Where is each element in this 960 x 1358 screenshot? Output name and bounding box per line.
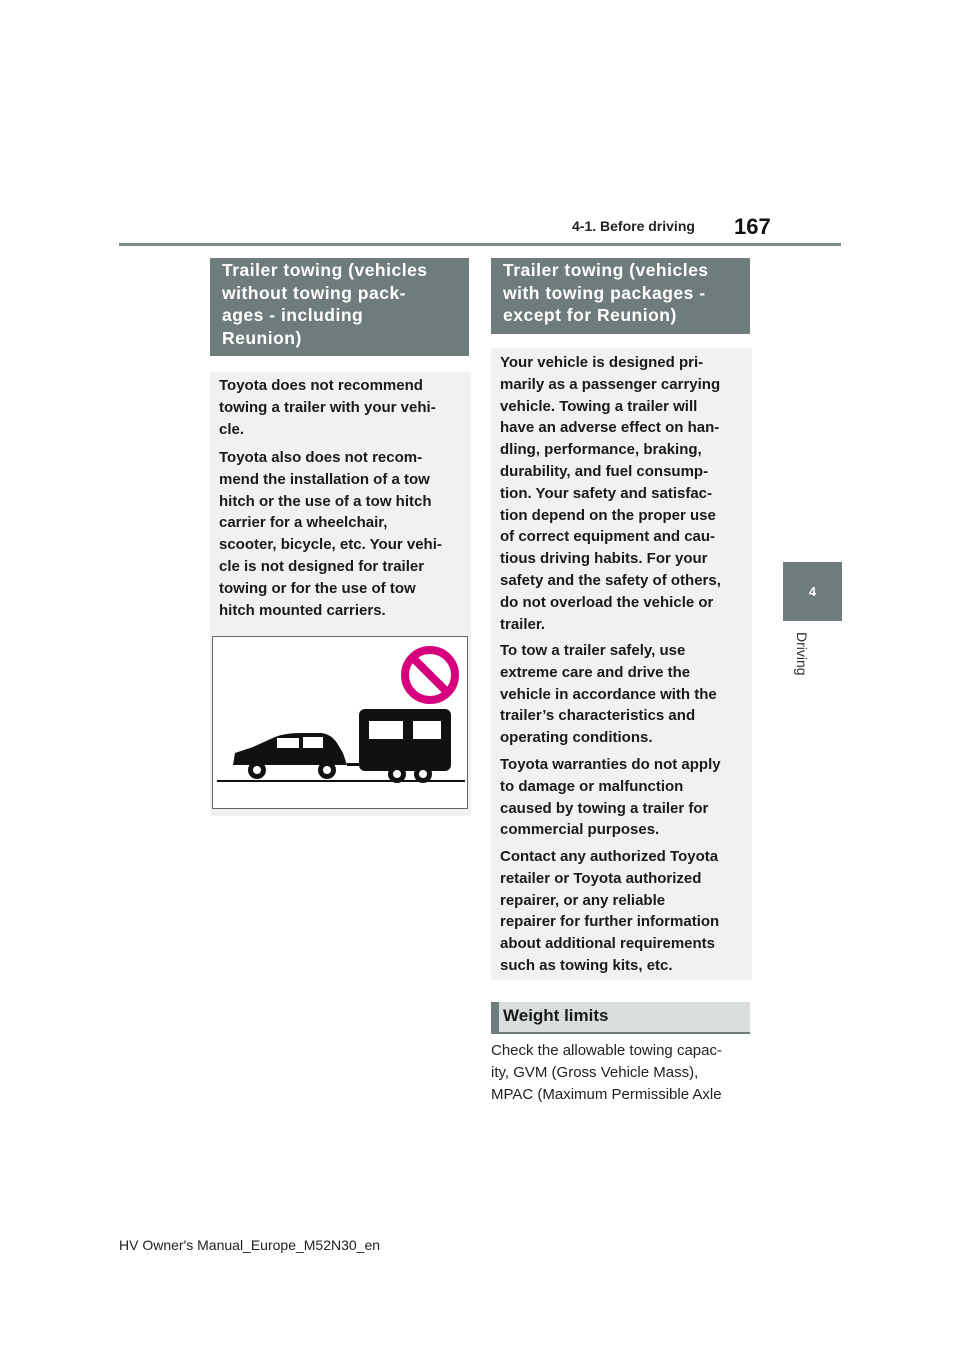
text-line: mend the installation of a tow — [219, 470, 430, 488]
heading-line: with towing packages - — [503, 282, 706, 303]
text-line: towing a trailer with your vehi- — [219, 398, 436, 416]
right-paragraph-1 — [500, 352, 721, 635]
text-line: tious driving habits. For your — [500, 550, 708, 568]
text-line: To tow a trailer safely, use — [500, 642, 686, 659]
left-paragraph-2 — [219, 447, 442, 621]
text-line: safety and the safety of others, — [500, 571, 721, 589]
text-line: to damage or malfunction — [500, 777, 684, 795]
text-line: caused by towing a trailer for — [500, 799, 709, 817]
heading-line: ages - including — [222, 305, 364, 325]
text-line: Your vehicle is designed pri- — [500, 354, 704, 371]
weight-limits-heading: Weight limits — [491, 1002, 750, 1034]
prohibited-towing-icon — [213, 637, 467, 808]
left-section-heading — [210, 258, 469, 356]
section-label: 4-1. Before driving — [572, 218, 695, 234]
text-line: operating conditions. — [500, 729, 653, 747]
chapter-label: Driving — [794, 632, 810, 676]
weight-limits-text — [491, 1040, 722, 1105]
heading-line: Trailer towing (vehicles — [503, 260, 709, 280]
right-section-heading — [491, 258, 750, 334]
text-line: repairer, or any reliable — [500, 891, 666, 909]
heading-line: without towing pack- — [222, 282, 407, 303]
text-line: trailer’s characteristics and — [500, 707, 696, 725]
right-paragraph-3 — [500, 754, 721, 841]
right-paragraph-4 — [500, 846, 719, 977]
text-line: Check the allowable towing capac- — [491, 1042, 722, 1059]
text-line: vehicle in accordance with the — [500, 685, 717, 703]
text-line: commercial purposes. — [500, 821, 660, 839]
text-line: Toyota warranties do not apply — [500, 756, 721, 773]
heading-line: Reunion) — [222, 327, 302, 348]
footer-manual-name: HV Owner's Manual_Europe_M52N30_en — [119, 1237, 381, 1253]
text-line: hitch or the use of a tow hitch — [219, 492, 432, 510]
text-line: vehicle. Towing a trailer will — [500, 397, 698, 415]
text-line: repairer for further information — [500, 913, 720, 931]
text-line: extreme care and drive the — [500, 663, 691, 681]
text-line: marily as a passenger carrying — [500, 375, 721, 393]
header-rule — [119, 243, 841, 246]
text-line: tion depend on the proper use — [500, 506, 716, 524]
chapter-tab — [783, 562, 842, 621]
text-line: tion. Your safety and satisfac- — [500, 484, 712, 502]
text-line: about additional requirements — [500, 935, 716, 953]
car-icon — [233, 733, 347, 779]
text-line: trailer. — [500, 615, 546, 633]
text-line: MPAC (Maximum Permissible Axle — [491, 1085, 722, 1103]
hitch-bar — [347, 763, 361, 766]
text-line: ity, GVM (Gross Vehicle Mass), — [491, 1063, 699, 1081]
text-line: towing or for the use of tow — [219, 579, 416, 597]
text-line: cle. — [219, 420, 245, 438]
caravan-trailer-icon — [359, 709, 451, 783]
text-line: carrier for a wheelchair, — [219, 514, 388, 532]
text-line: durability, and fuel consump- — [500, 462, 709, 480]
text-line: of correct equipment and cau- — [500, 528, 716, 546]
text-line: retailer or Toyota authorized — [500, 869, 702, 887]
text-line: such as towing kits, etc. — [500, 956, 673, 974]
prohibition-sign-icon — [405, 650, 455, 700]
text-line: have an adverse effect on han- — [500, 419, 720, 437]
page-number: 167 — [734, 214, 771, 239]
text-line: Toyota does not recommend — [219, 377, 423, 394]
towing-prohibited-illustration — [212, 636, 468, 809]
text-line: dling, performance, braking, — [500, 441, 702, 459]
heading-line: except for Reunion) — [503, 305, 677, 325]
left-paragraph-1 — [219, 375, 436, 440]
text-line: cle is not designed for trailer — [219, 557, 425, 575]
text-line: Contact any authorized Toyota — [500, 848, 719, 865]
text-line: do not overload the vehicle or — [500, 593, 714, 611]
text-line: scooter, bicycle, etc. Your vehi- — [219, 536, 442, 554]
text-line: Toyota also does not recom- — [219, 449, 423, 466]
right-paragraph-2 — [500, 640, 717, 749]
heading-line: Trailer towing (vehicles — [222, 260, 428, 280]
text-line: hitch mounted carriers. — [219, 601, 386, 619]
chapter-number: 4 — [808, 584, 817, 599]
